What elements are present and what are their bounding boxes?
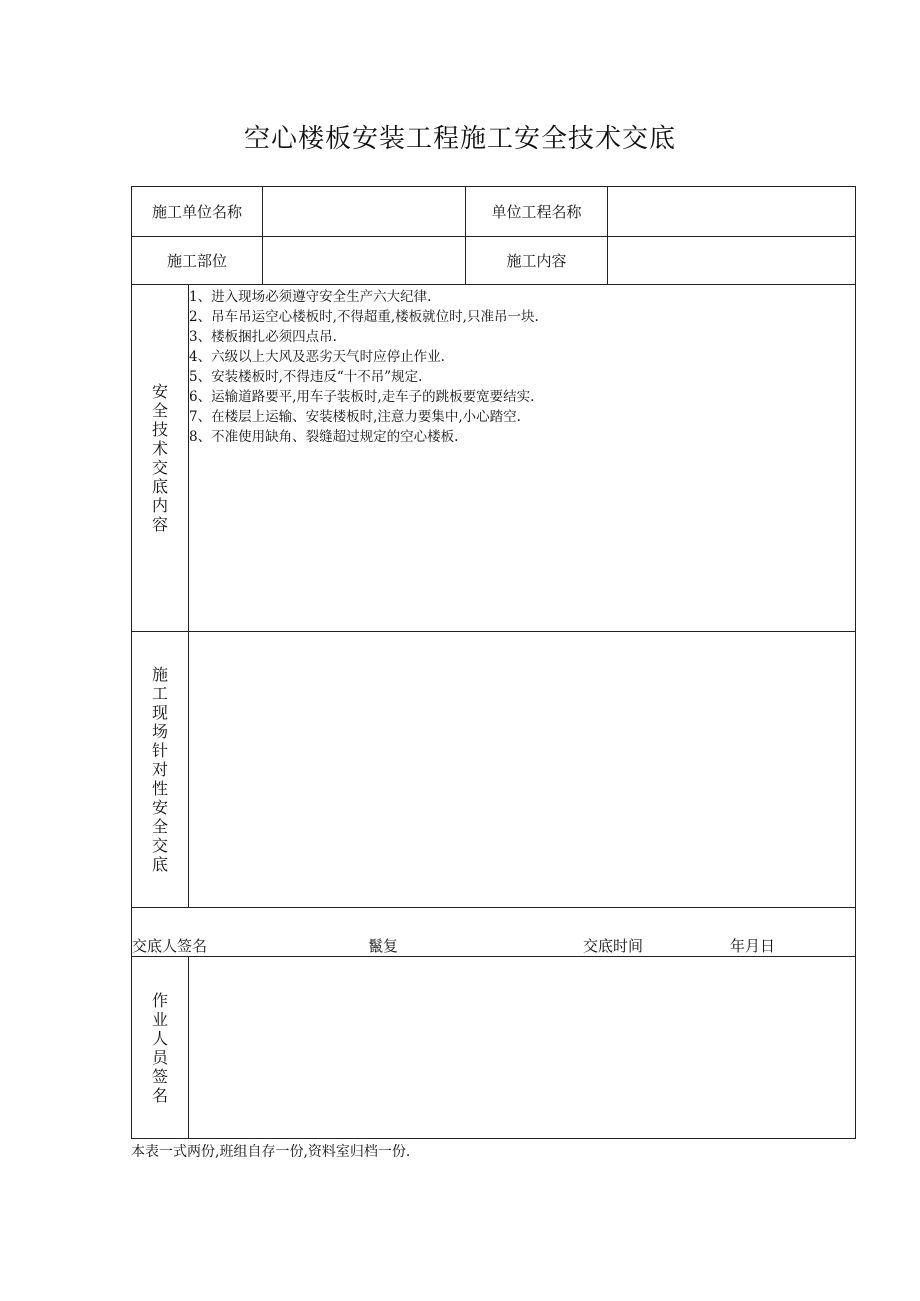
list-item: 8、不准使用缺角、裂缝超过规定的空心楼板. <box>189 429 459 445</box>
list-item: 3、楼板捆扎必须四点吊. <box>189 329 337 345</box>
reviewer-label: 鬣复 <box>368 937 399 955</box>
list-item: 1、进入现场必须遵守安全生产六大纪律. <box>189 289 432 305</box>
disclosure-time-label: 交底时间 <box>583 937 644 955</box>
list-item: 2、吊车吊运空心楼板时,不得超重,楼板就位时,只准吊一块. <box>189 309 539 325</box>
site-specific-label-cell <box>132 632 189 908</box>
safety-content-label-cell <box>132 285 189 632</box>
document-title: 空心楼板安装工程施工安全技术交底 <box>243 124 676 154</box>
site-specific-label: 施工现场针对性安全交底 <box>151 665 168 874</box>
project-name-field[interactable] <box>608 187 856 237</box>
part-field[interactable] <box>263 237 466 285</box>
safety-content-label: 安全技术交底内容 <box>151 382 168 534</box>
workers-signature-label-cell <box>132 957 189 1139</box>
signature-row <box>132 908 856 957</box>
date-label: 年月日 <box>730 937 776 955</box>
content-field[interactable] <box>608 237 856 285</box>
list-item: 6、运输道路要平,用车子装板时,走车子的跳板要宽要结实. <box>189 389 535 405</box>
safety-content-cell <box>189 285 856 632</box>
content-label: 施工内容 <box>466 237 608 285</box>
disclosure-form-table <box>131 186 856 1139</box>
unit-name-field[interactable] <box>263 187 466 237</box>
list-item: 7、在楼层上运输、安装楼板时,注意力要集中,小心踏空. <box>189 409 521 425</box>
project-name-label: 单位工程名称 <box>466 187 608 237</box>
presenter-signature-label: 交底人签名 <box>132 937 208 955</box>
safety-items-list <box>189 285 855 447</box>
unit-name-label: 施工单位名称 <box>132 187 263 237</box>
workers-signature-field[interactable] <box>189 957 856 1139</box>
list-item: 4、六级以上大风及恶劣天气时应停止作业. <box>189 349 445 365</box>
footer-note: 本表一式两份,班组自存一份,资料室归档一份. <box>131 1144 411 1160</box>
site-specific-field[interactable] <box>189 632 856 908</box>
list-item: 5、安装楼板时,不得违反“十不吊”规定. <box>189 369 423 385</box>
workers-signature-label: 作业人员签名 <box>151 990 168 1105</box>
part-label: 施工部位 <box>132 237 263 285</box>
